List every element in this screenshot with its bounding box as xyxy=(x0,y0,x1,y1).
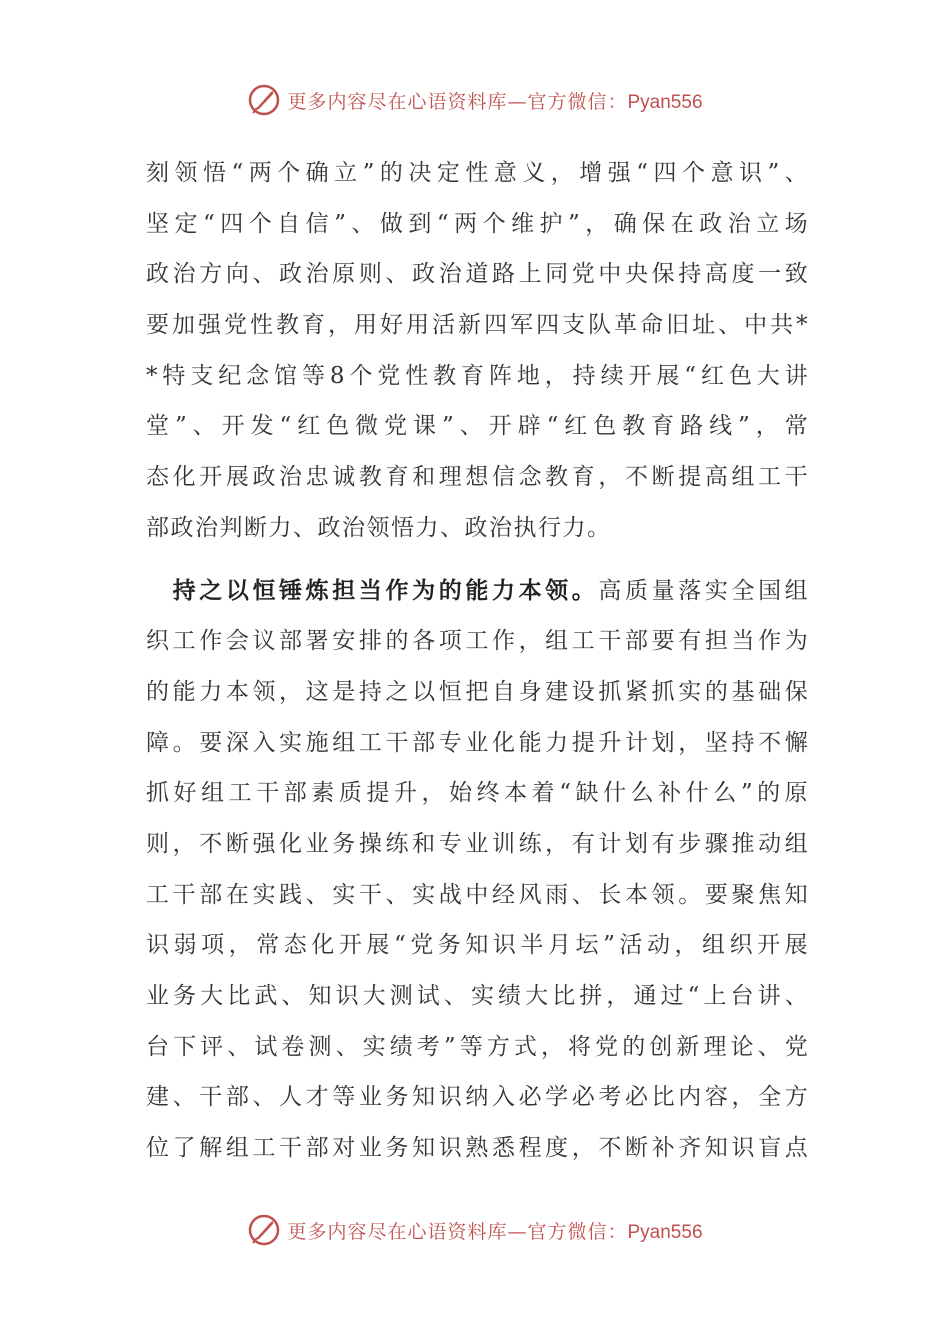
footer-banner-text: 更多内容尽在心语资料库—官方微信：Pyan556 xyxy=(287,1220,703,1243)
text-line: 堂”、开发“红色微党课”、开辟“红色教育路线”，常 xyxy=(146,413,808,440)
header-banner xyxy=(0,80,950,120)
header-banner-text: 更多内容尽在心语资料库—官方微信：Pyan556 xyxy=(287,90,703,113)
text-line: 刻领悟“两个确立”的决定性意义，增强“四个意识”、 xyxy=(146,160,808,186)
text-line: 位了解组工干部对业务知识熟悉程度，不断补齐知识盲点 xyxy=(146,1135,808,1162)
text-line: 的能力本领，这是持之以恒把自身建设抓紧抓实的基础保 xyxy=(146,678,808,705)
document-body xyxy=(146,148,808,1174)
text-line: 政治方向、政治原则、政治道路上同党中央保持高度一致 xyxy=(146,261,808,288)
text-line: 建、干部、人才等业务知识纳入必学必考必比内容，全方 xyxy=(146,1084,808,1111)
text-line-first xyxy=(146,566,808,617)
text-line: 则，不断强化业务操练和专业训练，有计划有步骤推动组 xyxy=(146,830,808,857)
text-line: 织工作会议部署安排的各项工作，组工干部要有担当作为 xyxy=(146,628,808,655)
paragraph-1 xyxy=(146,148,808,554)
text-line: 识弱项，常态化开展“党务知识半月坛”活动，组织开展 xyxy=(146,932,808,959)
paragraph-heading: 持之以恒锤炼担当作为的能力本领。 xyxy=(172,576,599,604)
text-line: 坚定“四个自信”、做到“两个维护”，确保在政治立场 xyxy=(146,210,808,237)
footer-banner xyxy=(0,1210,950,1250)
quill-logo-icon xyxy=(247,1213,281,1247)
quill-logo-icon xyxy=(247,83,281,117)
text-line: 部政治判断力、政治领悟力、政治执行力。 xyxy=(146,514,612,541)
heading-continuation: 高质量落实全国组 xyxy=(598,577,808,604)
text-line: 障。要深入实施组工干部专业化能力提升计划，坚持不懈 xyxy=(146,729,808,756)
text-line: 工干部在实践、实干、实战中经风雨、长本领。要聚焦知 xyxy=(146,881,808,908)
text-line: 业务大比武、知识大测试、实绩大比拼，通过“上台讲、 xyxy=(146,983,808,1009)
text-line: *特支纪念馆等8个党性教育阵地，持续开展“红色大讲 xyxy=(146,362,808,389)
text-line: 抓好组工干部素质提升，始终本着“缺什么补什么”的原 xyxy=(146,780,808,807)
text-line: 态化开展政治忠诚教育和理想信念教育，不断提高组工干 xyxy=(146,464,808,491)
paragraph-2 xyxy=(146,566,808,1174)
text-line: 要加强党性教育，用好用活新四军四支队革命旧址、中共* xyxy=(146,312,808,339)
text-line: 台下评、试卷测、实绩考”等方式，将党的创新理论、党 xyxy=(146,1033,808,1060)
